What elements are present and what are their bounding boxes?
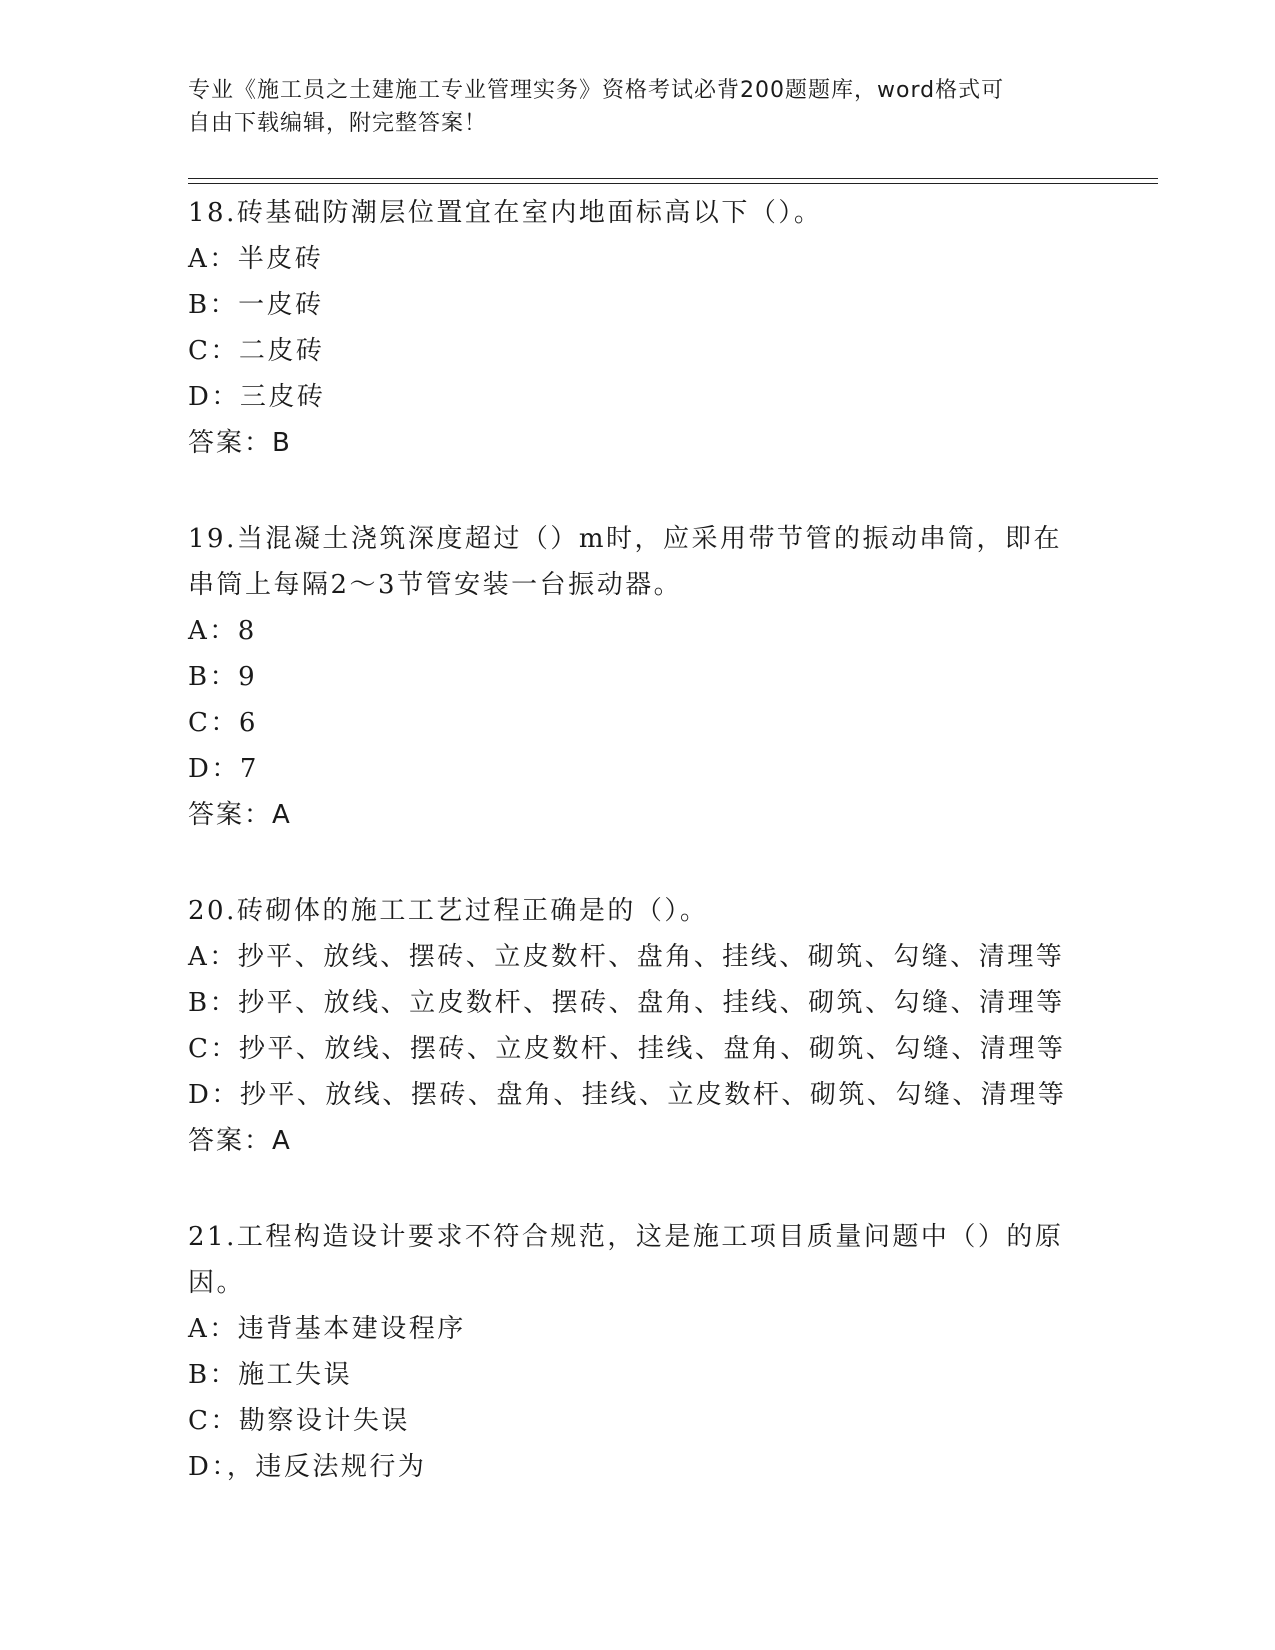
question-stem-line: 18.砖基础防潮层位置宜在室内地面标高以下（）。 [188,198,823,228]
answer-label: 答案：A [188,800,292,830]
option-b: B：9 [188,662,258,692]
question-stem-line: 21.工程构造设计要求不符合规范，这是施工项目质量问题中（）的原 [188,1222,1064,1252]
question-18 [188,190,1088,466]
header-divider-top [188,178,1158,179]
option-a: A：8 [188,616,257,646]
question-21 [188,1214,1088,1490]
answer-label: 答案：B [188,428,292,458]
option-b: B：抄平、放线、立皮数杆、摆砖、盘角、挂线、砌筑、勾缝、清理等 [188,988,1065,1018]
option-c: C：二皮砖 [188,336,325,366]
question-stem-line: 串筒上每隔2～3节管安装一台振动器。 [188,570,683,600]
header-line-2: 自由下载编辑，附完整答案！ [188,111,488,136]
question-stem-line: 20.砖砌体的施工工艺过程正确是的（）。 [188,896,709,926]
option-d: D：7 [188,754,259,784]
question-stem [188,516,1088,608]
document-header [188,74,1068,140]
question-19 [188,516,1088,838]
option-a: A：半皮砖 [188,244,324,274]
option-a: A：抄平、放线、摆砖、立皮数杆、盘角、挂线、砌筑、勾缝、清理等 [188,942,1065,972]
option-d: D：抄平、放线、摆砖、盘角、挂线、立皮数杆、砌筑、勾缝、清理等 [188,1080,1067,1110]
answer-label: 答案：A [188,1126,292,1156]
option-c: C：抄平、放线、摆砖、立皮数杆、挂线、盘角、砌筑、勾缝、清理等 [188,1034,1066,1064]
header-line-1: 专业《施工员之土建施工专业管理实务》资格考试必背200题题库，word格式可 [188,78,1005,103]
question-stem [188,190,1088,236]
option-c: C：6 [188,708,258,738]
question-list [188,190,1088,1540]
header-divider-bottom [188,183,1158,184]
option-d: D：三皮砖 [188,382,326,412]
option-d: D：，违反法规行为 [188,1452,427,1482]
option-a: A：违背基本建设程序 [188,1314,466,1344]
question-20 [188,888,1088,1164]
option-c: C：勘察设计失误 [188,1406,410,1436]
option-b: B：一皮砖 [188,290,324,320]
question-stem-line: 19.当混凝土浇筑深度超过（）m时，应采用带节管的振动串筒，即在 [188,524,1063,554]
question-stem [188,888,1088,934]
option-b: B：施工失误 [188,1360,353,1390]
question-stem-line: 因。 [188,1268,246,1298]
question-stem [188,1214,1088,1306]
